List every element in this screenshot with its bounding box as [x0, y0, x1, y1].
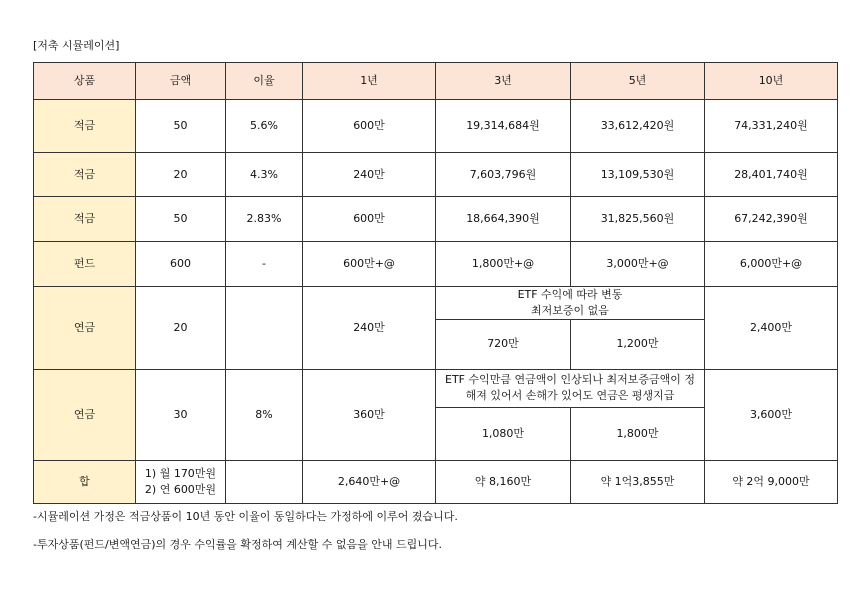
year1-cell: 600만: [303, 197, 436, 242]
amount-cell: 20: [136, 153, 226, 197]
total-amount-line: 2) 연 600만원: [144, 482, 217, 496]
pension-note-line: ETF 수익만큼 연금액이 인상되나 최저보증금액이 정: [445, 373, 695, 387]
year5-cell: 약 1억3,855만: [571, 460, 705, 503]
table-row: [34, 242, 838, 287]
rate-cell: [226, 287, 303, 370]
year1-cell: 240만: [303, 153, 436, 197]
header-cell: 10년: [705, 63, 838, 100]
year1-cell: 600만+@: [303, 242, 436, 287]
year3-cell: 1,800만+@: [436, 242, 571, 287]
pension-note-cell: [436, 369, 705, 407]
footnote: -시뮬레이션 가정은 적금상품이 10년 동안 이율이 동일하다는 가정하에 이루어 졌습니다.: [33, 510, 458, 523]
product-cell: 적금: [34, 197, 136, 242]
rate-cell: 4.3%: [226, 153, 303, 197]
rate-cell: 2.83%: [226, 197, 303, 242]
year1-cell: 240만: [303, 287, 436, 370]
year5-cell: 1,800만: [571, 407, 705, 460]
rate-cell: 8%: [226, 369, 303, 460]
rate-cell: [226, 460, 303, 503]
header-cell: 1년: [303, 63, 436, 100]
year10-cell: 28,401,740원: [705, 153, 838, 197]
total-row: [34, 460, 838, 503]
year10-cell: 2,400만: [705, 287, 838, 370]
product-cell: 펀드: [34, 242, 136, 287]
pension-note-line: 최저보증이 없음: [531, 303, 609, 317]
amount-cell: 50: [136, 100, 226, 153]
header-cell: 상품: [34, 63, 136, 100]
year10-cell: 67,242,390원: [705, 197, 838, 242]
pension-note-line: ETF 수익에 따라 변동: [517, 288, 623, 301]
header-cell: 이율: [226, 63, 303, 100]
year5-cell: 3,000만+@: [571, 242, 705, 287]
header-row: [34, 63, 838, 100]
pension-note-line: 해져 있어서 손해가 있어도 연금은 평생지급: [465, 389, 675, 403]
total-label-cell: 합: [34, 460, 136, 503]
year5-cell: 1,200만: [571, 319, 705, 369]
savings-simulation-table: [33, 62, 838, 504]
year1-cell: 2,640만+@: [303, 460, 436, 503]
year1-cell: 360만: [303, 369, 436, 460]
year3-cell: 19,314,684원: [436, 100, 571, 153]
product-cell: 적금: [34, 153, 136, 197]
product-cell: 적금: [34, 100, 136, 153]
year3-cell: 720만: [436, 319, 571, 369]
amount-cell: 50: [136, 197, 226, 242]
year10-cell: 6,000만+@: [705, 242, 838, 287]
total-amount-line: 1) 월 170만원: [144, 466, 217, 480]
table-row: [34, 100, 838, 153]
rate-cell: -: [226, 242, 303, 287]
year10-cell: 3,600만: [705, 369, 838, 460]
header-cell: 5년: [571, 63, 705, 100]
amount-cell: 20: [136, 287, 226, 370]
pension-note-cell: [436, 287, 705, 320]
pension-row: [34, 287, 838, 320]
year3-cell: 1,080만: [436, 407, 571, 460]
table-row: [34, 197, 838, 242]
year5-cell: 33,612,420원: [571, 100, 705, 153]
table-row: [34, 153, 838, 197]
year1-cell: 600만: [303, 100, 436, 153]
pension-row: [34, 369, 838, 407]
year3-cell: 약 8,160만: [436, 460, 571, 503]
year10-cell: 약 2억 9,000만: [705, 460, 838, 503]
year3-cell: 7,603,796원: [436, 153, 571, 197]
product-cell: 연금: [34, 287, 136, 370]
total-amount-cell: [136, 460, 226, 503]
page-title: [저축 시뮬레이션]: [33, 39, 120, 52]
header-cell: 3년: [436, 63, 571, 100]
product-cell: 연금: [34, 369, 136, 460]
year5-cell: 13,109,530원: [571, 153, 705, 197]
year5-cell: 31,825,560원: [571, 197, 705, 242]
year3-cell: 18,664,390원: [436, 197, 571, 242]
amount-cell: 600: [136, 242, 226, 287]
footnote: -투자상품(펀드/변액연금)의 경우 수익률을 확정하여 계산할 수 없음을 안내 드립니다.: [33, 538, 443, 551]
amount-cell: 30: [136, 369, 226, 460]
header-cell: 금액: [136, 63, 226, 100]
rate-cell: 5.6%: [226, 100, 303, 153]
year10-cell: 74,331,240원: [705, 100, 838, 153]
